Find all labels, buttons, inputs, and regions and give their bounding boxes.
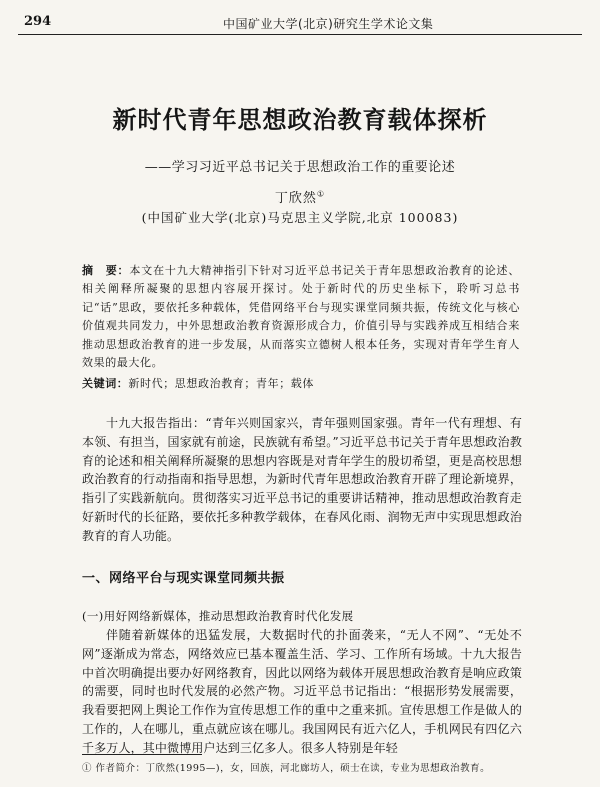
keywords-label: 关键词：	[82, 377, 129, 390]
section-heading: 一、网络平台与现实课堂同频共振	[82, 571, 285, 586]
keywords	[82, 375, 520, 391]
section-paragraph: 伴随着新媒体的迅猛发展，大数据时代的扑面袭来，“无人不网”、“无处不网”逐渐成为常态，网络效应已基本覆盖生活、学习、工作所有场域。十九大报告中首次明确提出要办好网络教育，因此以网络为载体开展思想政治教育是响应政策的需要，同时也时代发展的必然产物。习近平总书记指出：“根据形势发展需要，我看要把网上舆论工作作为宣传思想工作的重中之重来抓。宣传思想工作是做人的工作的，人在哪儿，重点就应该在哪儿。我国网民有近六亿人，手机网民有四亿六千多万人，其中微博用户达到三亿多人。很多人特别是年轻	[82, 628, 522, 755]
abstract-text: 本文在十九大精神指引下针对习近平总书记关于青年思想政治教育的论述、相关阐释所凝聚的思想内容展开探讨。处于新时代的历史坐标下，聆听习总书记“话”思政，要依托多种载体，凭借网络平台与现实课堂同频共振，传统文化与核心价值观共同发力，中外思想政治教育资源形成合力，价值引导与实践养成互相结合来推动思想政治教育的进一步发展，从而落实立德树人根本任务，实现对青年学生育人效果的最大化。	[82, 264, 520, 370]
author-affiliation: (中国矿业大学(北京)马克思主义学院,北京 100083)	[141, 210, 459, 225]
article-subtitle: ——学习习近平总书记关于思想政治工作的重要论述	[144, 160, 456, 175]
article-title: 新时代青年思想政治教育载体探析	[112, 105, 488, 134]
running-header	[18, 10, 582, 35]
footnote	[82, 760, 552, 774]
author-note-mark[interactable]: ①	[316, 189, 326, 199]
author-line	[0, 187, 600, 206]
author-name: 丁欣然	[274, 191, 317, 206]
abstract-label: 摘 要：	[82, 264, 130, 277]
abstract	[82, 262, 520, 372]
page-number: 294	[24, 14, 52, 29]
journal-name: 中国矿业大学(北京)研究生学术论文集	[223, 17, 434, 31]
footnote-divider	[82, 754, 202, 755]
footnote-text: 作者简介：丁欣然(1995—)，女，回族，河北廊坊人，硕士在读，专业为思想政治教育。	[95, 763, 491, 774]
footnote-mark: ①	[82, 763, 93, 774]
intro-paragraph: 十九大报告指出：“青年兴则国家兴，青年强则国家强。青年一代有理想、有本领、有担当，国家就有前途，民族就有希望。”习近平总书记关于青年思想政治教育的论述和相关阐释所凝聚的思想内容既是对青年学生的殷切希望，更是高校思想政治教育的行动指南和指导思想，为新时代青年思想政治教育开辟了理论新境界，指引了实践新航向。贯彻落实习近平总书记的重要讲话精神，推动思想政治教育走好新时代的长征路，要依托多种教学载体，在春风化雨、润物无声中实现思想政治教育的育人功能。	[82, 416, 522, 543]
subsection-heading: (一)用好网络新媒体，推动思想政治教育时代化发展	[82, 609, 354, 623]
keywords-text: 新时代；思想政治教育；青年；载体	[128, 377, 315, 390]
